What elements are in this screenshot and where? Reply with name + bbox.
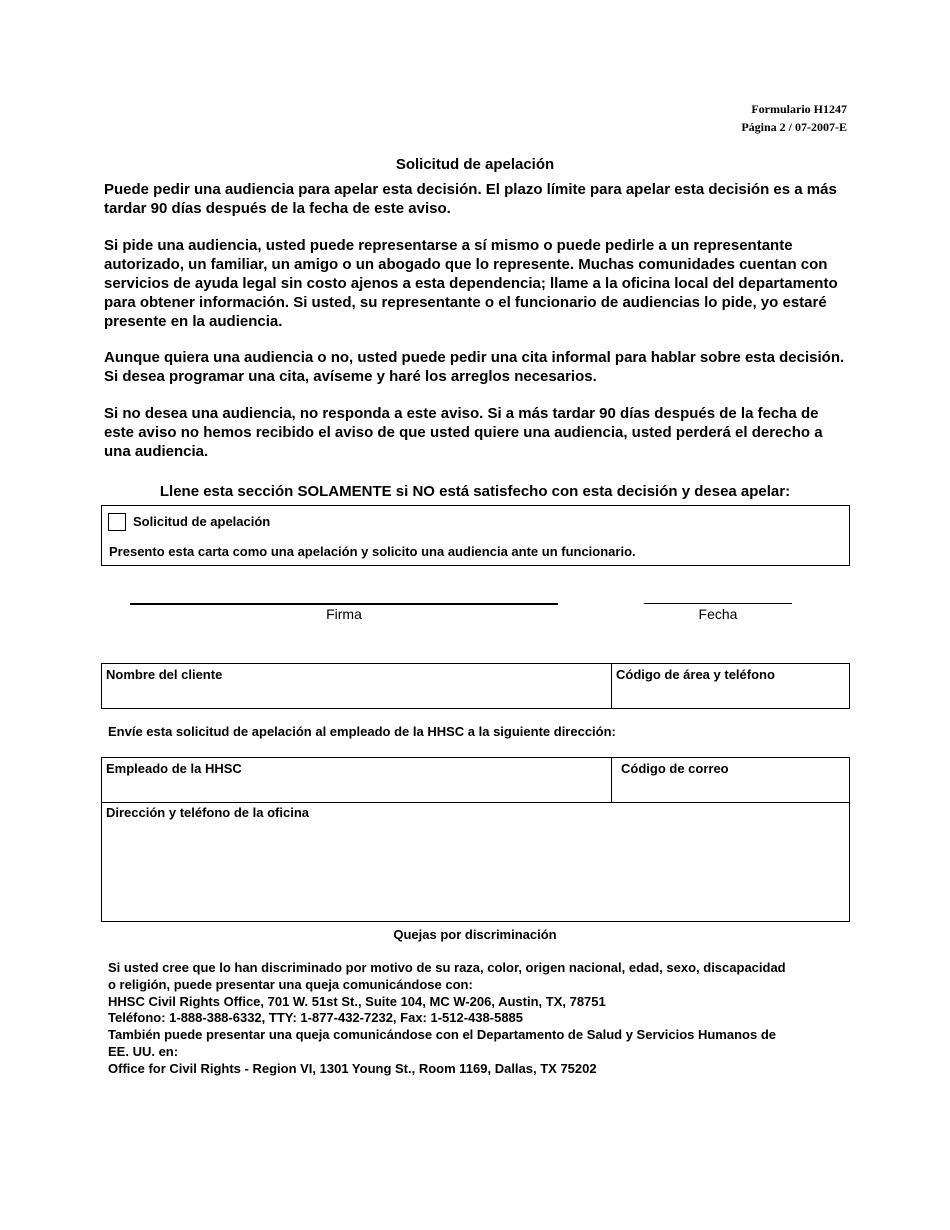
paragraph-representation: Si pide una audiencia, usted puede representarse a sí mismo o puede pedirle a un representante autorizado, un familiar, un amigo o un abogado que lo represente. Muchas comunidades cuentan con servicios de ayuda legal sin costo ajenos a esta dependencia; llame a la oficina local del departamento para obtener información. Si usted, su representante o el funcionario de audiencias lo pide, yo estaré presente en la audiencia. — [104, 237, 838, 330]
discrimination-line: Si usted cree que lo han discriminado por motivo de su raza, color, origen nacional, edad, sexo, discapacidad — [108, 960, 786, 975]
signature-label: Firma — [326, 606, 362, 622]
paragraph-deadline: Puede pedir una audiencia para apelar esta decisión. El plazo límite para apelar esta decisión es a más tardar 90 días después de la fecha de este aviso. — [104, 181, 837, 217]
discrimination-text — [108, 960, 848, 1078]
date-label: Fecha — [698, 606, 738, 622]
client-name-label: Nombre del cliente — [106, 667, 223, 682]
discrimination-line: También puede presentar una queja comunicándose con el Departamento de Salud y Servicios Humanos de — [108, 1027, 776, 1043]
client-box-divider — [611, 664, 612, 708]
discrimination-line: EE. UU. en: — [108, 1043, 179, 1059]
appeal-checkbox-label: Solicitud de apelación — [133, 514, 271, 529]
signature-line[interactable] — [130, 603, 558, 605]
office-address-phone-label: Dirección y teléfono de la oficina — [106, 805, 309, 820]
client-info-box — [101, 663, 850, 709]
discrimination-line: HHSC Civil Rights Office, 701 W. 51st St., Suite 104, MC W-206, Austin, TX, 78751 — [108, 993, 606, 1009]
page-title: Solicitud de apelación — [395, 156, 555, 173]
date-line[interactable] — [644, 603, 792, 604]
appeal-instruction: Llene esta sección SOLAMENTE si NO está satisfecho con esta decisión y desea apelar: — [159, 483, 791, 500]
discrimination-line: o religión, puede presentar una queja comunicándose con: — [108, 976, 473, 992]
form-number: Formulario H1247 — [751, 102, 847, 116]
discrimination-line: Office for Civil Rights - Region VI, 1301 Young St., Room 1169, Dallas, TX 75202 — [108, 1060, 597, 1076]
paragraph-informal-meeting: Aunque quiera una audiencia o no, usted puede pedir una cita informal para hablar sobre esta decisión. Si desea programar una cita, avíseme y haré los arreglos necesarios. — [104, 349, 845, 385]
page-info: Página 2 / 07-2007-E — [741, 120, 847, 134]
appeal-request-box — [101, 505, 850, 566]
area-code-phone-label: Código de área y teléfono — [616, 667, 775, 682]
discrimination-title: Quejas por discriminación — [393, 927, 557, 942]
form-header — [741, 100, 847, 136]
employee-box-vertical-divider — [611, 758, 612, 802]
send-instruction: Envíe esta solicitud de apelación al empleado de la HHSC a la siguiente dirección: — [108, 724, 616, 739]
appeal-statement: Presento esta carta como una apelación y solicito una audiencia ante un funcionario. — [109, 544, 636, 559]
paragraph-no-hearing: Si no desea una audiencia, no responda a este aviso. Si a más tardar 90 días después de la fecha de este aviso no hemos recibido el aviso de que usted quiere una audiencia, usted perderá el derecho a una audiencia. — [104, 405, 823, 460]
hhsc-employee-box — [101, 757, 850, 922]
hhsc-employee-label: Empleado de la HHSC — [106, 761, 242, 776]
mail-code-label: Código de correo — [621, 761, 729, 776]
appeal-checkbox[interactable] — [108, 513, 126, 531]
discrimination-line: Teléfono: 1-888-388-6332, TTY: 1-877-432-7232, Fax: 1-512-438-5885 — [108, 1010, 524, 1026]
employee-box-horizontal-divider — [102, 802, 849, 803]
